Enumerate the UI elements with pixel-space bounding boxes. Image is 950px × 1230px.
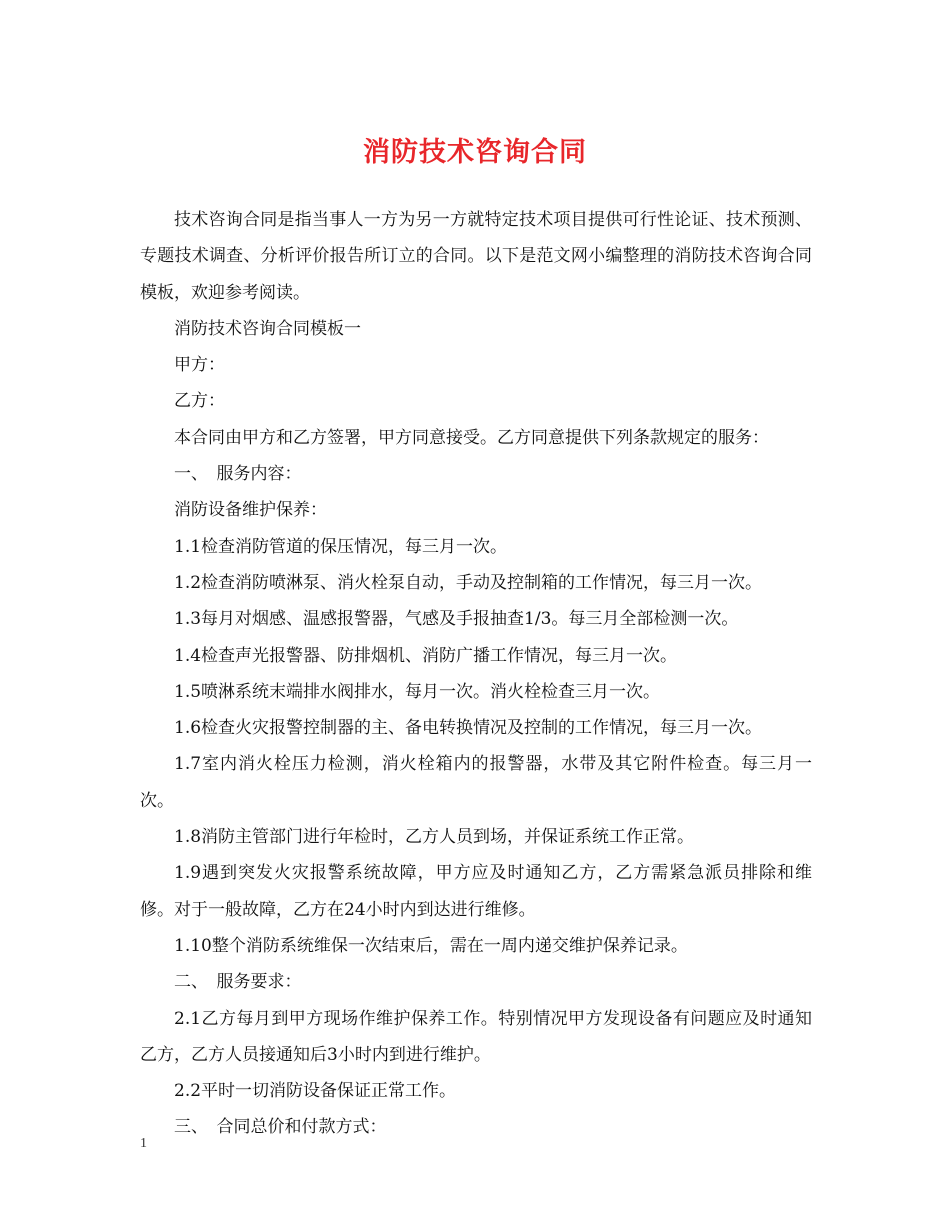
clause-1-10: 1.10整个消防系统维保一次结束后，需在一周内递交维护保养记录。 (174, 935, 688, 956)
section-heading-2: 二、 服务要求： (174, 972, 302, 993)
clause-1-7: 1.7室内消火栓压力检测，消火栓箱内的报警器，水带及其它附件检查。每三月一次。 (140, 754, 812, 811)
agreement-paragraph: 本合同由甲方和乙方签署，甲方同意接受。乙方同意提供下列条款规定的服务： (174, 427, 769, 448)
party-a-line: 甲方： (174, 355, 225, 376)
document-title: 消防技术咨询合同 (363, 137, 587, 168)
subsection-heading: 消防设备维护保养： (174, 500, 327, 521)
clause-2-1: 2.1乙方每月到甲方现场作维护保养工作。特别情况甲方发现设备有问题应及时通知乙方，乙方人员接通知后3小时内到进行维护。 (140, 1008, 812, 1065)
clause-1-5: 1.5喷淋系统末端排水阀排水，每月一次。消火栓检查三月一次。 (174, 681, 661, 702)
clause-1-9: 1.9遇到突发火灾报警系统故障，甲方应及时通知乙方，乙方需紧急派员排除和维修。对于一般故障，乙方在24小时内到达进行维修。 (140, 863, 812, 920)
clause-1-2: 1.2检查消防喷淋泵、消火栓泵自动，手动及控制箱的工作情况，每三月一次。 (174, 572, 763, 593)
intro-paragraph: 技术咨询合同是指当事人一方为另一方就特定技术项目提供可行性论证、技术预测、专题技术调查、分析评价报告所订立的合同。以下是范文网小编整理的消防技术咨询合同模板，欢迎参考阅读。 (140, 210, 812, 303)
clause-2-2: 2.2平时一切消防设备保证正常工作。 (174, 1081, 457, 1102)
clause-1-8: 1.8消防主管部门进行年检时，乙方人员到场，并保证系统工作正常。 (174, 827, 695, 848)
section-heading-3: 三、 合同总价和付款方式： (174, 1117, 387, 1138)
clause-1-3: 1.3每月对烟感、温感报警器，气感及手报抽查1/3。每三月全部检测一次。 (174, 609, 739, 630)
page-number: 1 (140, 1136, 147, 1151)
clause-1-6: 1.6检查火灾报警控制器的主、备电转换情况及控制的工作情况，每三月一次。 (174, 718, 763, 739)
document-body (140, 202, 812, 1146)
party-b-line: 乙方： (174, 391, 225, 412)
clause-1-1: 1.1检查消防管道的保压情况，每三月一次。 (174, 536, 508, 557)
clause-1-4: 1.4检查声光报警器、防排烟机、消防广播工作情况，每三月一次。 (174, 645, 678, 666)
template-heading: 消防技术咨询合同模板一 (174, 318, 361, 339)
section-heading-1: 一、 服务内容： (174, 464, 302, 485)
